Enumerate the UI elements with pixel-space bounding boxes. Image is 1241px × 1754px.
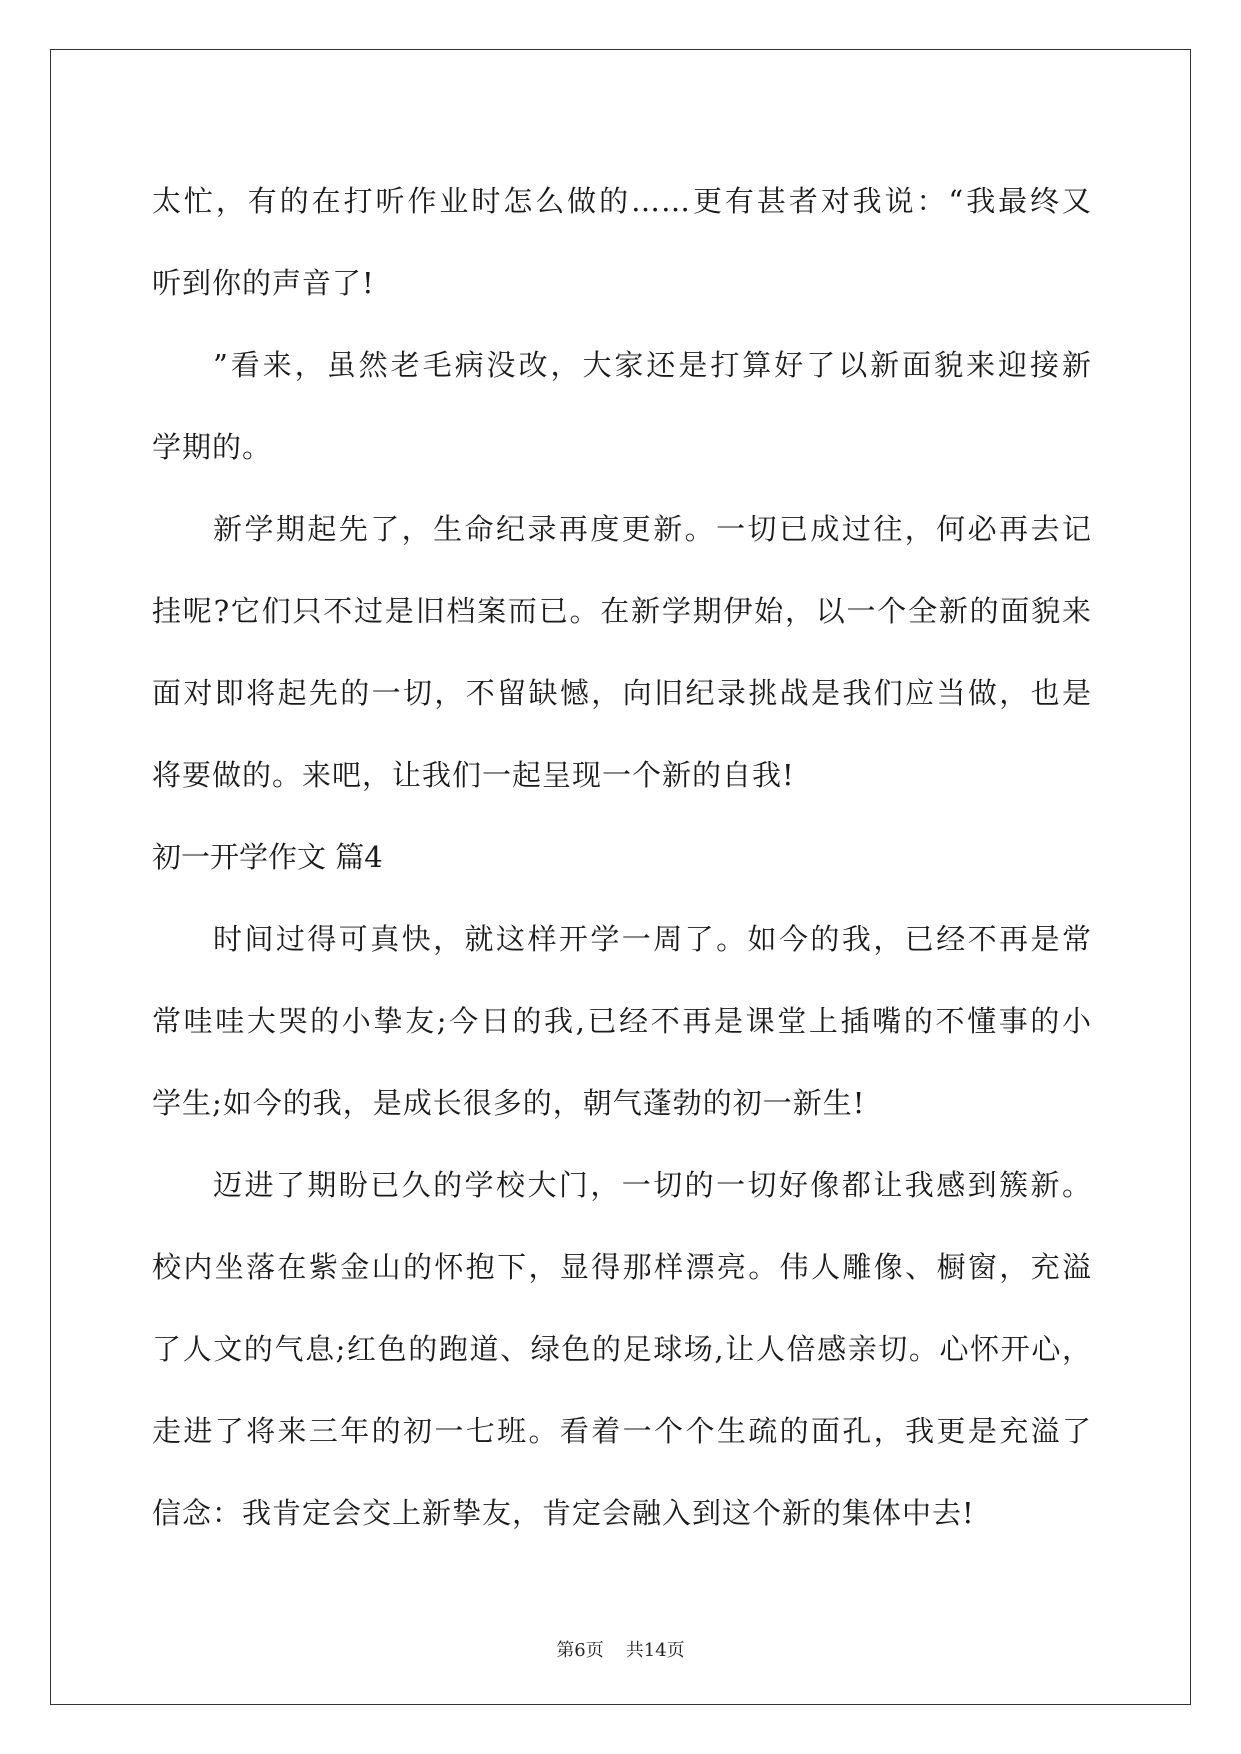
text-line-10: 时间过得可真快，就这样开学一周了。如今的我，已经不再是常 bbox=[213, 922, 1092, 956]
text-line-8: 将要做的。来吧，让我们一起呈现一个新的自我! bbox=[152, 758, 795, 792]
text-line-16: 走进了将来三年的初一七班。看着一个个生疏的面孔，我更是充溢了 bbox=[152, 1414, 1092, 1448]
page-number-current: 第6页 bbox=[556, 1640, 604, 1661]
text-line-3: ”看来，虽然老毛病没改，大家还是打算好了以新面貌来迎接新 bbox=[213, 348, 1092, 382]
text-line-17: 信念：我肯定会交上新挚友，肯定会融入到这个新的集体中去! bbox=[152, 1496, 975, 1530]
page-footer bbox=[0, 1636, 1241, 1662]
text-line-7: 面对即将起先的一切，不留缺憾，向旧纪录挑战是我们应当做，也是 bbox=[152, 676, 1092, 710]
page-number-total: 共14页 bbox=[625, 1640, 685, 1661]
text-line-4: 学期的。 bbox=[152, 430, 273, 464]
text-line-6: 挂呢?它们只不过是旧档案而已。在新学期伊始，以一个全新的面貌来 bbox=[152, 594, 1092, 628]
text-line-14: 校内坐落在紫金山的怀抱下，显得那样漂亮。伟人雕像、橱窗，充溢 bbox=[152, 1250, 1092, 1284]
text-line-2: 听到你的声音了! bbox=[152, 266, 375, 300]
section-heading: 初一开学作文 篇4 bbox=[152, 840, 383, 874]
text-line-11: 常哇哇大哭的小挚友;今日的我,已经不再是课堂上插嘴的不懂事的小 bbox=[152, 1004, 1092, 1038]
text-line-15: 了人文的气息;红色的跑道、绿色的足球场,让人倍感亲切。心怀开心， bbox=[152, 1332, 1092, 1366]
text-line-13: 迈进了期盼已久的学校大门，一切的一切好像都让我感到簇新。 bbox=[213, 1168, 1092, 1202]
document-body bbox=[152, 160, 1092, 1554]
text-line-1: 太忙，有的在打听作业时怎么做的……更有甚者对我说：“我最终又 bbox=[152, 184, 1092, 218]
text-line-5: 新学期起先了，生命纪录再度更新。一切已成过往，何必再去记 bbox=[213, 512, 1092, 546]
text-line-12: 学生;如今的我，是成长很多的，朝气蓬勃的初一新生! bbox=[152, 1086, 866, 1120]
